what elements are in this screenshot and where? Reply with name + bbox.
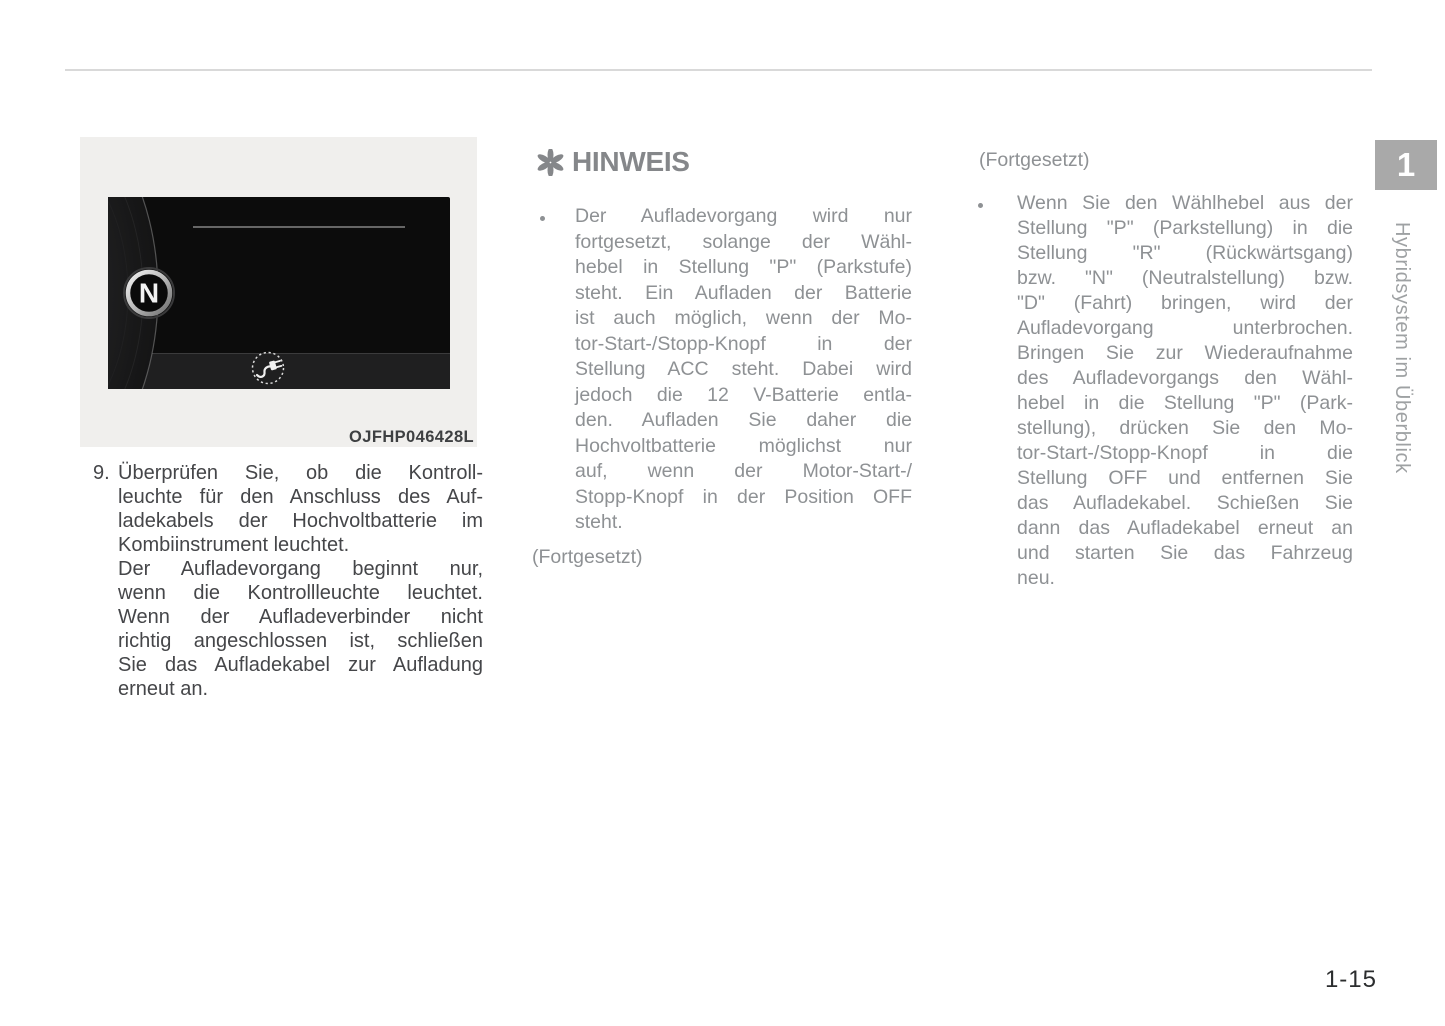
text-line: Stellung ACC steht. Dabei wird	[575, 358, 912, 380]
text-line: Bringen Sie zur Wiederaufnahme	[1017, 342, 1353, 364]
top-divider	[65, 69, 1372, 71]
text-line: neu.	[1017, 567, 1055, 589]
text-line: Stopp-Knopf in der Position OFF	[575, 485, 912, 508]
notice-bullet-text	[575, 204, 912, 536]
step-9-paragraph-1	[118, 461, 483, 557]
cluster-display-graphic	[108, 197, 450, 389]
gear-indicator-ring	[124, 268, 174, 318]
continued-note-right: (Fortgesetzt)	[979, 149, 1090, 171]
chapter-side-title: Hybridsystem im Überblick	[1391, 222, 1413, 474]
continued-note-middle: (Fortgesetzt)	[532, 546, 643, 568]
text-line: hebel in die Stellung "P" (Park-	[1017, 392, 1353, 414]
bullet-icon	[540, 216, 545, 221]
text-line: tor-Start-/Stopp-Knopf in die	[1017, 442, 1353, 464]
display-bottom-strip	[108, 353, 450, 389]
step-9-item	[93, 461, 485, 701]
text-line: Der Aufladevorgang beginnt nur,	[118, 558, 483, 580]
text-line: Sie das Aufladekabel zur Aufladung	[118, 654, 483, 676]
chapter-tab-number: 1	[1396, 146, 1416, 183]
gear-indicator-letter: N	[138, 277, 160, 309]
text-line: jedoch die 12 V-Batterie entla-	[575, 383, 912, 406]
text-line: hebel in Stellung "P" (Parkstufe)	[575, 256, 912, 278]
figure-instrument-cluster	[80, 137, 477, 447]
text-line: und starten Sie das Fahrzeug	[1017, 542, 1353, 564]
text-line: steht.	[575, 511, 623, 533]
text-line: Stellung OFF und entfernen Sie	[1017, 467, 1353, 489]
cluster-display	[108, 197, 450, 389]
text-line: "D" (Fahrt) bringen, wird der	[1017, 292, 1353, 314]
figure-caption: OJFHP046428L	[349, 428, 474, 446]
text-line: wenn die Kontrollleuchte leuchtet.	[118, 582, 483, 604]
bullet-icon	[978, 203, 983, 208]
text-line: steht. Ein Aufladen der Batterie	[575, 281, 912, 304]
asterisk-icon	[537, 149, 564, 176]
text-line: erneut an.	[118, 678, 209, 700]
notice-heading	[537, 146, 690, 178]
step-number: 9.	[93, 462, 110, 484]
text-line: Überprüfen Sie, ob die Kontroll-	[118, 462, 483, 484]
text-line: Kombiinstrument leuchtet.	[118, 534, 350, 556]
text-line: das Aufladekabel. Schießen Sie	[1017, 492, 1353, 514]
text-line: Wenn der Aufladeverbinder nicht	[118, 606, 483, 628]
text-line: richtig angeschlossen ist, schließen	[118, 630, 483, 652]
text-line: stellung), drücken Sie den Mo-	[1017, 417, 1353, 439]
text-line: Stellung "P" (Parkstellung) in die	[1017, 217, 1353, 239]
text-line: des Aufladevorgangs den Wähl-	[1017, 367, 1353, 389]
text-line: Stellung "R" (Rückwärtsgang)	[1017, 242, 1353, 264]
text-line: Aufladevorgang unterbrochen.	[1017, 317, 1353, 339]
text-line: tor-Start-/Stopp-Knopf in der	[575, 332, 912, 355]
text-line: fortgesetzt, solange der Wähl-	[575, 230, 912, 253]
chapter-tab	[1375, 140, 1437, 190]
text-line: bzw. "N" (Neutralstellung) bzw.	[1017, 267, 1353, 289]
text-line: auf, wenn der Motor-Start-/	[575, 460, 912, 482]
notice-title: HINWEIS	[572, 146, 690, 177]
text-line: Wenn Sie den Wählhebel aus der	[1017, 192, 1353, 214]
step-9-paragraph-2	[118, 557, 483, 701]
notice-bullet-text-continued	[1017, 191, 1353, 591]
text-line: Der Aufladevorgang wird nur	[575, 205, 912, 227]
text-line: ist auch möglich, wenn der Mo-	[575, 307, 912, 329]
text-line: dann das Aufladekabel erneut an	[1017, 517, 1353, 539]
text-line: Hochvoltbatterie möglichst nur	[575, 434, 912, 457]
text-line: ladekabels der Hochvoltbatterie im	[118, 510, 483, 532]
text-line: leuchte für den Anschluss des Auf-	[118, 486, 483, 508]
page-number: 1-15	[1324, 966, 1377, 993]
text-line: den. Aufladen Sie daher die	[575, 409, 912, 431]
